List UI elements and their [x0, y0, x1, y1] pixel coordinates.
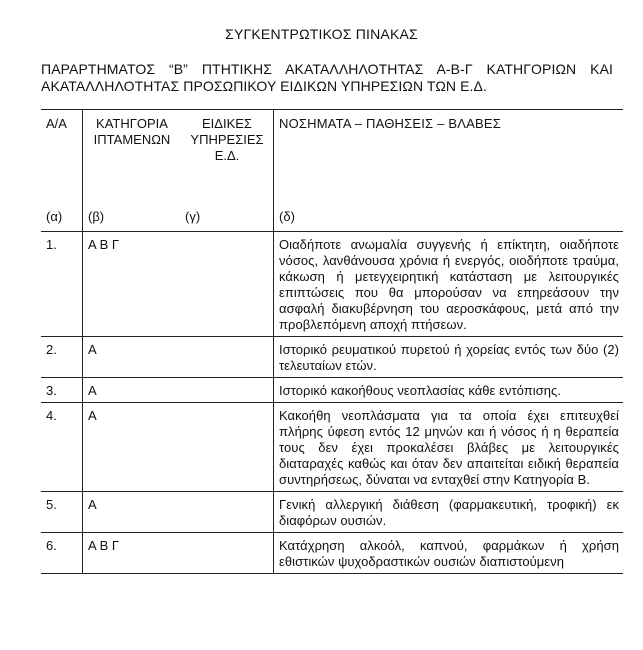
row-category: Α Β Γ: [83, 232, 181, 337]
table-row: [41, 232, 623, 337]
header-special-services: [180, 110, 274, 168]
table-row: [41, 337, 623, 378]
row-number: 3.: [41, 378, 83, 403]
row-number: 5.: [41, 492, 83, 533]
row-category: Α: [83, 378, 181, 403]
table-header-row: [41, 110, 623, 168]
row-number: 1.: [41, 232, 83, 337]
header-special-line-3: Ε.Δ.: [214, 148, 240, 163]
row-text: Κακοήθη νεοπλάσματα για τα οποία έχει επιτευχθεί πλήρης ύφεση εντός 12 μηνών και ή νόσος ή η θεραπεία τους δεν έχει προκαλέσει βλάβες με λειτουργικές διαταραχές καθώς και όταν δεν απαιτείται ειδική θεραπεία συντηρήσεως, δύναται να ενταχθεί στην Κατηγορία Β.: [274, 403, 624, 492]
row-text: Γενική αλλεργική διάθεση (φαρμακευτική, τροφική) εκ διαφόρων ουσιών.: [274, 492, 624, 533]
row-special: [180, 378, 274, 403]
row-number: 4.: [41, 403, 83, 492]
row-special: [180, 403, 274, 492]
letter-a: (α): [46, 209, 63, 224]
header-category-line-2: ΙΠΤΑΜΕΝΩΝ: [93, 132, 171, 147]
header-special-line-1: ΕΙΔΙΚΕΣ: [202, 116, 252, 131]
document-subtitle: [41, 61, 613, 95]
row-category: Α: [83, 403, 181, 492]
letter-b: (β): [83, 167, 181, 232]
row-special: [180, 337, 274, 378]
header-category: [83, 110, 181, 168]
row-text: Κατάχρηση αλκοόλ, καπνού, φαρμάκων ή χρήση εθιστικών ψυχοδραστικών ουσιών διαπιστούμενη: [274, 533, 624, 574]
table-row: [41, 533, 623, 574]
table-row: [41, 378, 623, 403]
letter-c: (γ): [185, 209, 201, 224]
table-row: [41, 403, 623, 492]
row-special: [180, 492, 274, 533]
header-category-line-1: ΚΑΤΗΓΟΡΙΑ: [96, 116, 168, 131]
header-diseases: ΝΟΣΗΜΑΤΑ – ΠΑΘΗΣΕΙΣ – ΒΛΑΒΕΣ: [274, 110, 624, 168]
letter-d: (δ): [274, 167, 624, 232]
row-text: Ιστορικό κακοήθους νεοπλασίας κάθε εντόπισης.: [274, 378, 624, 403]
row-text: Ιστορικό ρευματικού πυρετού ή χορείας εντός των δύο (2) τελευταίων ετών.: [274, 337, 624, 378]
summary-table: [41, 109, 623, 574]
document-title: ΣΥΓΚΕΝΤΡΩΤΙΚΟΣ ΠΙΝΑΚΑΣ: [225, 26, 418, 42]
row-number: 2.: [41, 337, 83, 378]
row-special: [180, 533, 274, 574]
row-category: Α Β Γ: [83, 533, 181, 574]
row-category: Α: [83, 492, 181, 533]
header-aa: Α/Α: [41, 110, 83, 168]
row-special: [180, 232, 274, 337]
subtitle-line-1: ΠΑΡΑΡΤΗΜΑΤΟΣ “Β” ΠΤΗΤΙΚΗΣ ΑΚΑΤΑΛΛΗΛΟΤΗΤΑΣ Α-Β-Γ ΚΑΤΗΓΟΡΙΩΝ ΚΑΙ: [41, 61, 613, 77]
row-category: Α: [83, 337, 181, 378]
table-row: [41, 492, 623, 533]
header-special-line-2: ΥΠΗΡΕΣΙΕΣ: [190, 132, 264, 147]
column-letters-row: [41, 167, 623, 232]
row-text: Οιαδήποτε ανωμαλία συγγενής ή επίκτητη, οιαδήποτε νόσος, λανθάνουσα χρόνια ή ενεργός, οιοδήποτε τραύμα, κάκωση ή μετεγχειρητική κατάσταση με λειτουργικές επιπτώσεις που θα μπορούσαν να επηρεάσουν την ασφαλή διακυβέρνηση του αεροσκάφους, μετά από την προβλεπόμενη αποχή πτήσεων.: [274, 232, 624, 337]
subtitle-line-2: ΑΚΑΤΑΛΛΗΛΟΤΗΤΑΣ ΠΡΟΣΩΠΙΚΟΥ ΕΙΔΙΚΩΝ ΥΠΗΡΕΣΙΩΝ ΤΩΝ Ε.Δ.: [41, 78, 487, 94]
row-number: 6.: [41, 533, 83, 574]
